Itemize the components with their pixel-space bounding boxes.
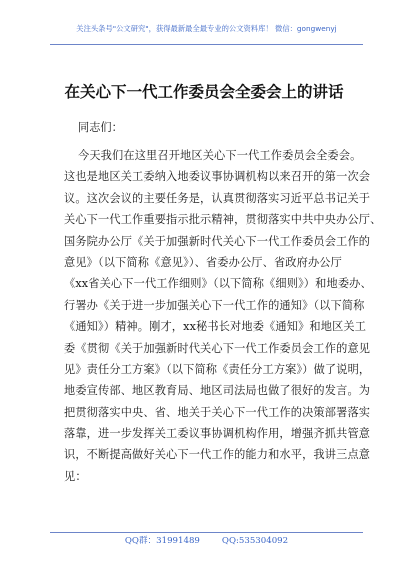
body-line: 《通知》）精神。刚才，xx秘书长对地委《通知》和地区关工	[64, 320, 367, 334]
body-line: 落靠，进一步发挥关工委议事协调机构作用，增强齐抓共管意	[64, 427, 371, 441]
body-line: 今天我们在这里召开地区关心下一代工作委员会全委会。	[78, 149, 362, 162]
body-line: 这也是地区关工委纳入地委议事协调机构以来召开的第一次会	[64, 170, 371, 184]
body-line: 国务院办公厅《关于加强新时代关心下一代工作委员会工作的	[64, 234, 371, 248]
salutation: 同志们：	[78, 121, 123, 134]
header-banner: 关注头条号"公文研究"，获得最新最全最专业的公文资料库！ 微信：gongwenyj	[76, 24, 337, 33]
document-title: 在关心下一代工作委员会全委会上的讲话	[64, 83, 344, 101]
header-divider	[50, 44, 363, 45]
body-line: 见：	[64, 469, 87, 483]
body-line: 把贯彻落实中央、省、地关于关心下一代工作的决策部署落实	[64, 405, 371, 419]
body-line: 关心下一代工作重要指示批示精神，贯彻落实中共中央办公厅、	[64, 213, 382, 227]
body-line: 委《贯彻《关于加强新时代关心下一代工作委员会工作的意见	[64, 341, 371, 355]
footer-contacts	[50, 535, 363, 547]
body-text	[64, 145, 382, 487]
body-line: 行署办《关于进一步加强关心下一代工作的通知》（以下简称	[64, 298, 365, 312]
body-line: 议。这次会议的主要任务是，认真贯彻落实习近平总书记关于	[64, 191, 371, 205]
footer-qq: QQ:535304092	[221, 536, 289, 546]
footer-qq-group: QQ群：31991489	[124, 536, 200, 546]
body-line: 地委宣传部、地区教育局、地区司法局也做了很好的发言。为	[64, 384, 371, 398]
body-line: 识，不断提高做好关心下一代工作的能力和水平，我讲三点意	[64, 448, 371, 462]
footer-divider	[50, 532, 363, 533]
body-line: 《xx省关心下一代工作细则》（以下简称《细则》）和地委办、	[64, 277, 372, 291]
body-line: 意见》（以下简称《意见》）、省委办公厅、省政府办公厅	[64, 255, 342, 269]
body-line: 见》责任分工方案》（以下简称《责任分工方案》）做了说明，	[64, 362, 371, 376]
